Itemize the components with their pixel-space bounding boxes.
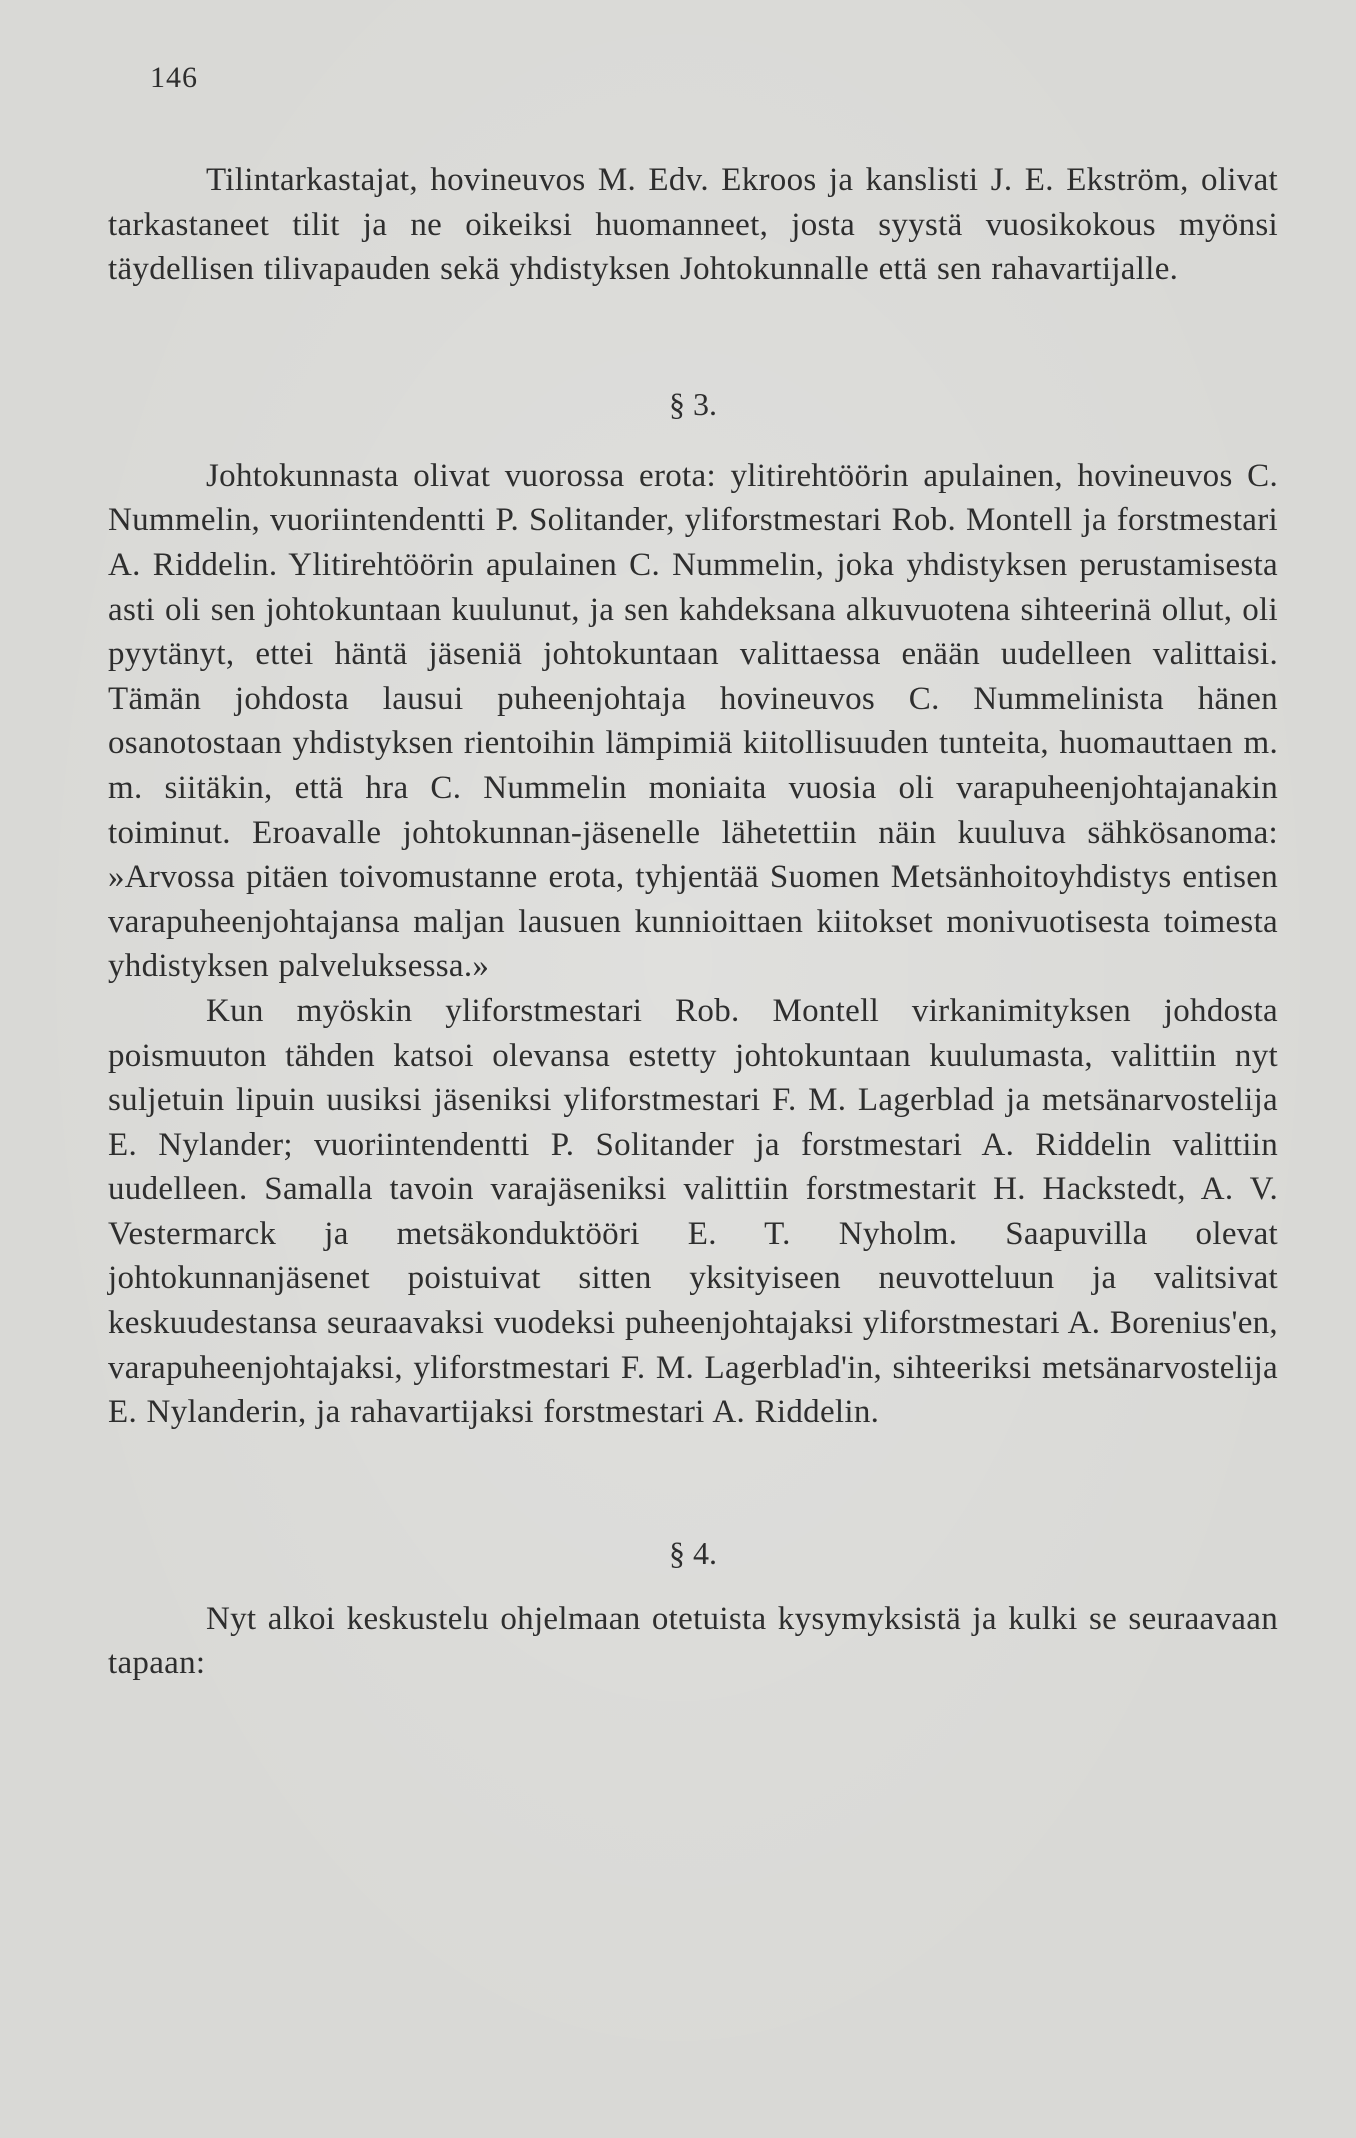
paragraph-board-rotation: Johtokunnasta olivat vuorossa erota: ylitirehtöörin apulainen, hovineuvos C. Nummelin, vuoriintendentti P. Solitander, yliforstmestari Rob. Montell ja forstmestari A. Riddelin. Ylitirehtöörin apulainen C. Nummelin, joka yhdistyksen perustamisesta asti oli sen johtokuntaan kuulunut, ja sen kahdeksana alkuvuotena sihteerinä ollut, oli pyytänyt, ettei häntä jäseniä johtokuntaan valittaessa enään uudelleen valittaisi. Tämän johdosta lausui puheenjohtaja hovineuvos C. Nummelinista hänen osanotostaan yhdistyksen rientoihin lämpimiä kiitollisuuden tunteita, huomauttaen m. m. siitäkin, että hra C. Nummelin moniaita vuosia oli varapuheenjohtajanakin toiminut. Eroavalle johtokunnan-jäsenelle lähetettiin näin kuuluva sähkösanoma: »Arvossa pitäen toivomustanne erota, tyhjentää Suomen Metsänhoitoyhdistys entisen varapuheenjohtajansa maljan lausuen kunnioittaen kiitokset monivuotisesta toimesta yhdistyksen palveluksessa.»: [108, 457, 1278, 985]
paragraph-auditors: Tilintarkastajat, hovineuvos M. Edv. Ekroos ja kanslisti J. E. Ekström, olivat tarkastaneet tilit ja ne oikeiksi huomanneet, josta syystä vuosikokous myönsi täydellisen tilivapauden sekä yhdistyksen Johtokunnalle että sen rahavartijalle.: [108, 162, 1278, 288]
page-number: 146: [150, 61, 198, 94]
paragraph-elections: Kun myöskin yliforstmestari Rob. Montell virkanimityksen johdosta poismuuton tähden katsoi olevansa estetty johtokuntaan kuulumasta, valittiin nyt suljetuin lipuin uusiksi jäseniksi yliforstmestari F. M. Lagerblad ja metsänarvostelija E. Nylander; vuoriintendentti P. Solitander ja forstmestari A. Riddelin valittiin uudelleen. Samalla tavoin varajäseniksi valittiin forstmestarit H. Hackstedt, A. V. Vestermarck ja metsäkonduktööri E. T. Nyholm. Saapuvilla olevat johtokunnanjäsenet poistuivat sitten yksityiseen neuvotteluun ja valitsivat keskuudestansa seuraavaksi vuodeksi puheenjohtajaksi yliforstmestari A. Borenius'en, varapuheenjohtajaksi, yliforstmestari F. M. Lagerblad'in, sihteeriksi metsänarvostelija E. Nylanderin, ja rahavartijaksi forstmestari A. Riddelin.: [108, 992, 1278, 1431]
paragraph-discussion: Nyt alkoi keskustelu ohjelmaan otetuista kysymyksistä ja kulki se seuraavaan tapaan:: [108, 1600, 1278, 1682]
section-heading-3: § 3.: [669, 385, 717, 422]
section-heading-4: § 4.: [669, 1534, 717, 1571]
